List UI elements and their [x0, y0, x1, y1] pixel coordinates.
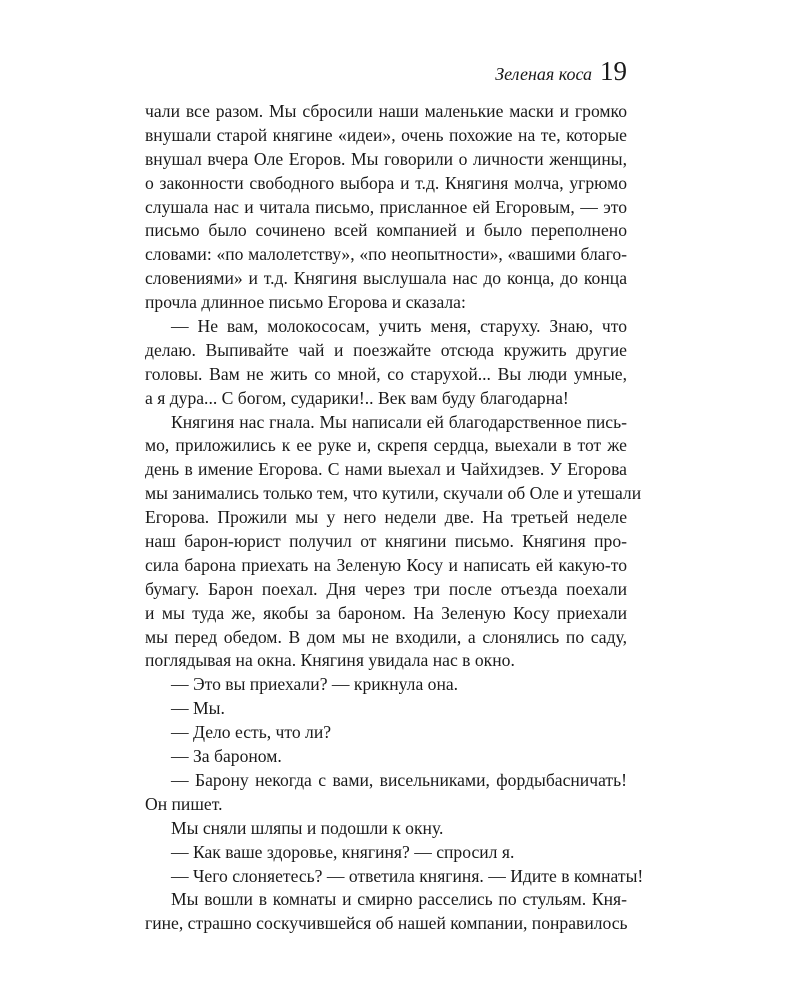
text-line: — Не вам, молокососам, учить меня, старуху. Знаю, что [171, 316, 627, 337]
text-line: и мы туда же, якобы за бароном. На Зеленую Косу приехали [145, 602, 627, 623]
text-line: Мы сняли шляпы и подошли к окну. [171, 817, 444, 838]
text-line: прочла длинное письмо Егорова и сказала: [145, 292, 466, 313]
text-line: Он пишет. [145, 793, 223, 814]
text-line: слушала нас и читала письмо, присланное ей Егоровым, — это [145, 196, 627, 217]
text-line: сила барона приехать на Зеленую Косу и написать ей какую-то [145, 554, 627, 575]
text-line: словениями» и т.д. Княгиня выслушала нас до конца, до конца [145, 268, 627, 289]
text-line: чали все разом. Мы сбросили наши маленькие маски и громко [145, 101, 627, 121]
text-line: письмо было сочинено всей компанией и было переполнено [145, 220, 627, 241]
text-line: о законности свободного выбора и т.д. Княгиня молча, угрюмо [145, 172, 627, 193]
text-line: — Дело есть, что ли? [171, 722, 332, 743]
text-line: словами: «по малолетству», «по неопытности», «вашими благо- [145, 244, 627, 265]
text-line: день в имение Егорова. С нами выехал и Чайхидзев. У Егорова [145, 459, 627, 480]
body-text [145, 100, 644, 936]
text-line: — Барону некогда с вами, висельниками, фордыбасничать! [171, 769, 627, 790]
running-head [495, 58, 627, 85]
text-line: — Чего слоняетесь? — ответила княгиня. — Идите в комнаты! [171, 865, 644, 886]
text-line: гине, страшно соскучившейся об нашей компании, понравилось [145, 913, 628, 934]
text-line: — Это вы приехали? — крикнула она. [171, 674, 459, 695]
text-line: — За бароном. [171, 746, 282, 767]
text-line: внушали старой княгине «идеи», очень похожие на те, которые [145, 124, 627, 145]
text-line: головы. Вам не жить со мной, со старухой... Вы люди умные, [145, 363, 627, 384]
text-line: — Как ваше здоровье, княгиня? — спросил я. [171, 841, 515, 862]
text-line: бумагу. Барон поехал. Дня через три после отъезда поехали [145, 578, 627, 599]
text-line: делаю. Выпивайте чай и поезжайте отсюда кружить другие [145, 339, 627, 360]
text-line: поглядывая на окна. Княгиня увидала нас в окно. [145, 650, 515, 671]
text-line: мы перед обедом. В дом мы не входили, а слонялись по саду, [145, 626, 627, 647]
text-line: мо, приложились к ее руке и, скрепя сердца, выехали в тот же [145, 435, 627, 456]
text-line: Егорова. Прожили мы у него недели две. На третьей неделе [145, 507, 627, 528]
text-line: внушал вчера Оле Егоров. Мы говорили о личности женщины, [145, 148, 627, 169]
text-line: Мы вошли в комнаты и смирно расселись по стульям. Кня- [171, 889, 627, 910]
text-line: а я дура... С богом, сударики!.. Век вам буду благодарна! [145, 387, 569, 408]
text-line: наш барон-юрист получил от княгини письмо. Княгиня про- [145, 531, 627, 552]
text-line: мы занимались только тем, что кутили, скучали об Оле и утешали [145, 483, 642, 504]
running-title: Зеленая коса [495, 64, 592, 84]
page-number: 19 [600, 56, 627, 86]
text-line: — Мы. [171, 698, 225, 719]
text-line: Княгиня нас гнала. Мы написали ей благодарственное пись- [171, 411, 627, 432]
